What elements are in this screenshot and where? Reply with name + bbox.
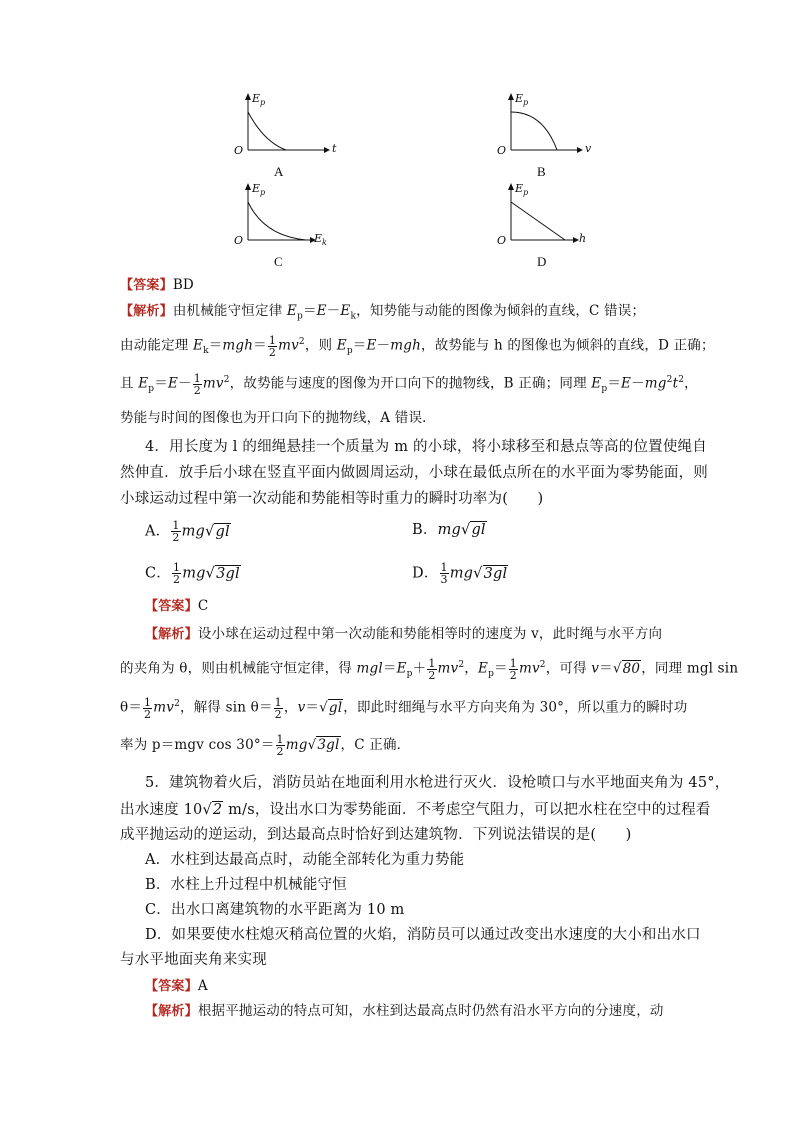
q3-answer: 【答案】BD	[120, 277, 194, 293]
graph-D	[497, 180, 627, 270]
graph-C-x-label: $E_k$	[314, 232, 327, 248]
graph-C-y-label: $E_p$	[252, 182, 266, 198]
q4-stem-line3: 小球运动过程中第一次动能和势能相等时重力的瞬时功率为( )	[120, 491, 544, 507]
q4-stem-line2: 然伸直．放手后小球在竖直平面内做圆周运动，小球在最低点所在的水平面为零势能面，则	[120, 465, 708, 481]
graph-A-y-label: $E_p$	[252, 92, 266, 108]
q4-analysis-line2: 的夹角为 θ，则由机械能守恒定律，得 $mgl=E_p+$ $\frac{1}{2}$ $mv^2$，$E_p=$ $\frac{1}{2}$ $mv^2$，可得 v＝√80，同理 mgl sin	[120, 656, 739, 682]
graph-C-origin: O	[234, 234, 244, 247]
q4-analysis-line3: θ＝ $\frac{1}{2}$ $mv^2$，解得 sin θ＝ $\frac{1}{2}$ ，v＝√gl，即此时细绳与水平方向夹角为 30°，所以重力的瞬时功	[120, 695, 688, 721]
q3-analysis-line1: 【解析】由机械能守恒定律 $E_p=E-E_k$，知势能与动能的图像为倾斜的直线，C 错误；	[120, 303, 646, 322]
q4-option-B: B．mg√gl	[412, 522, 486, 538]
q4-stem-line1: 4．用长度为 l 的细绳悬挂一个质量为 m 的小球，将小球移至和悬点等高的位置使绳自	[145, 439, 707, 455]
graph-B-origin: O	[497, 144, 507, 157]
q5-analysis-line1: 【解析】根据平抛运动的特点可知，水柱到达最高点时仍然有沿水平方向的分速度，动	[145, 1003, 664, 1019]
q4-option-D: D． $\frac{1}{3}$ mg√3gl	[412, 561, 508, 586]
fraction: $\frac{1}{2}$	[268, 333, 277, 359]
q4-option-A: A． $\frac{1}{2}$ mg√gl	[145, 519, 230, 544]
graph-D-caption: D	[537, 254, 547, 269]
q3-analysis-line4: 势能与时间的图像也为开口向下的抛物线，A 错误．	[120, 410, 436, 426]
q3-analysis-line2: 由动能定理 $E_k=mgh=$ $\frac{1}{2}$ $mv^2$，则 $E_p=E-mgh$，故势能与 h 的图像也为倾斜的直线，D 正确；	[120, 333, 715, 359]
q4-analysis-line1: 【解析】设小球在运动过程中第一次动能和势能相等时的速度为 v，此时绳与水平方向	[145, 626, 663, 642]
q4-analysis-line4: 率为 p＝mgv cos 30°＝ $\frac{1}{2}$ mg√3gl，C 正确．	[120, 733, 411, 758]
graph-D-x-label: h	[579, 232, 587, 245]
graph-B-y-label: $E_p$	[515, 92, 529, 108]
q5-stem-line3: 成平抛运动的逆运动，到达最高点时恰好到达建筑物．下列说法错误的是( )	[120, 827, 632, 843]
graph-C	[234, 180, 364, 270]
graph-A-origin: O	[234, 144, 244, 157]
q5-option-C: C．出水口离建筑物的水平距离为 10 m	[145, 902, 405, 918]
q5-option-D-line2: 与水平地面夹角来实现	[120, 952, 267, 968]
q3-analysis-line3: 且 $E_p=E-$ $\frac{1}{2}$ $mv^2$，故势能与速度的图像为开口向下的抛物线，B 正确；同理 $E_p=E-mg^2t^2$，	[120, 371, 698, 397]
graph-D-origin: O	[497, 234, 507, 247]
q5-option-D-line1: D．如果要使水柱熄灭稍高位置的火焰，消防员可以通过改变出水速度的大小和出水口	[145, 927, 701, 943]
graph-A	[234, 90, 364, 180]
q5-option-A: A．水柱到达最高点时，动能全部转化为重力势能	[145, 852, 465, 868]
q5-stem-line2: 出水速度 10√2 m/s，设出水口为零势能面．不考虑空气阻力，可以把水柱在空中的过程看	[120, 802, 711, 818]
graph-A-caption: A	[274, 164, 284, 179]
q5-stem-line1: 5．建筑物着火后，消防员站在地面利用水枪进行灭火．设枪喷口与水平地面夹角为 45°，	[145, 775, 730, 791]
fraction: $\frac{1}{2}$	[193, 371, 201, 397]
graph-B	[497, 90, 627, 180]
q5-answer: 【答案】A	[145, 978, 208, 994]
graph-C-caption: C	[274, 254, 283, 269]
graph-B-x-label: v	[585, 142, 592, 155]
q4-option-C: C． $\frac{1}{2}$ mg√3gl	[145, 561, 240, 586]
graph-D-y-label: $E_p$	[515, 182, 529, 198]
graph-A-x-label: t	[332, 142, 337, 155]
graph-B-caption: B	[537, 164, 546, 179]
q4-answer: 【答案】C	[145, 598, 209, 614]
q5-option-B: B．水柱上升过程中机械能守恒	[145, 877, 347, 893]
